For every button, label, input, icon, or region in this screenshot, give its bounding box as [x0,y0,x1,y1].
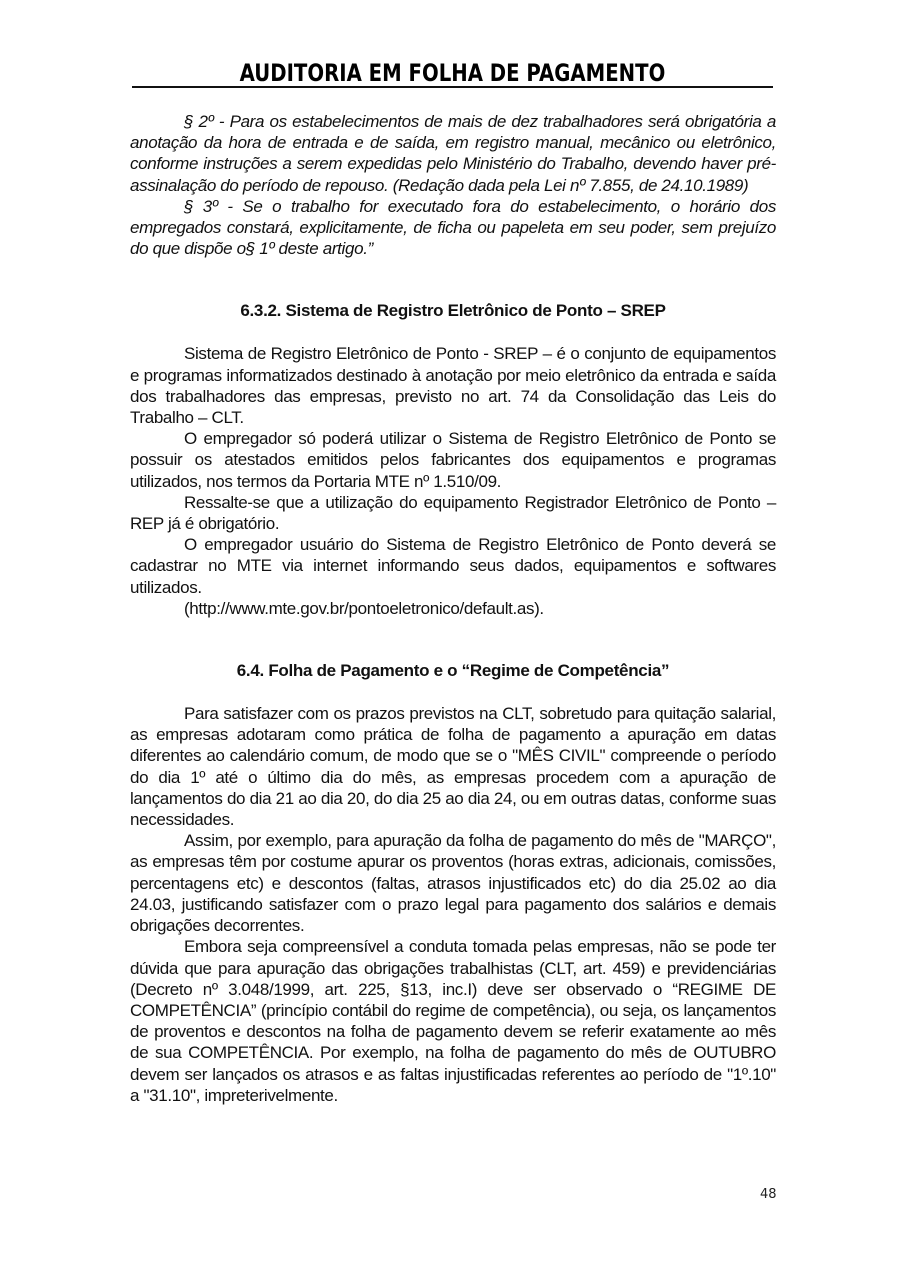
paragraph: O empregador só poderá utilizar o Sistema de Registro Eletrônico de Ponto se possuir os atestados emitidos pelos fabricantes dos equipamentos e programas utilizados, nos termos da Portaria MTE nº 1.510/09. [130,429,776,491]
quote-paragraph-3: § 3º - Se o trabalho for executado fora do estabelecimento, o horário dos empregados constará, explicitamente, de ficha ou papeleta em seu poder, sem prejuízo do que dispõe o§ 1º deste artigo.” [130,196,776,259]
section-regime-competencia [130,660,776,1106]
running-header [132,58,773,90]
paragraph: Embora seja compreensível a conduta tomada pelas empresas, não se pode ter dúvida que para apuração das obrigações trabalhistas (CLT, art. 459) e previdenciárias (Decreto nº 3.048/1999, art. 225, §13, inc.I) deve ser observado o “REGIME DE COMPETÊNCIA” (princípio contábil do regime de competência), ou seja, os lançamentos de proventos e descontos na folha de pagamento devem se referir exatamente ao mês de sua COMPETÊNCIA. Por exemplo, na folha de pagamento do mês de OUTUBRO devem ser lançados os atrasos e as faltas injustificadas referentes ao período de "1º.10" a "31.10", impreterivelmente. [130,937,776,1105]
reference-url: (http://www.mte.gov.br/pontoeletronico/default.as). [184,598,544,618]
quote-paragraph-2: § 2º - Para os estabelecimentos de mais de dez trabalhadores será obrigatória a anotação da hora de entrada e de saída, em registro manual, mecânico ou eletrônico, conforme instruções a serem expedidas pelo Ministério do Trabalho, devendo haver pré-assinalação do período de repouso. (Redação dada pela Lei nº 7.855, de 24.10.1989) [130,112,776,195]
section-heading: 6.3.2. Sistema de Registro Eletrônico de Ponto – SREP [240,301,666,321]
paragraph: Assim, por exemplo, para apuração da folha de pagamento do mês de "MARÇO", as empresas têm por costume apurar os proventos (horas extras, adicionais, comissões, percentagens etc) e descontos (faltas, atrasos injustificados etc) do dia 25.02 ao dia 24.03, justificando satisfazer com o prazo legal para pagamento dos salários e demais obrigações decorrentes. [130,831,776,936]
section-srep [130,300,776,619]
paragraph: O empregador usuário do Sistema de Registro Eletrônico de Ponto deverá se cadastrar no MTE via internet informando seus dados, equipamentos e softwares utilizados. [130,535,776,597]
paragraph: Ressalte-se que a utilização do equipamento Registrador Eletrônico de Ponto – REP já é obrigatório. [130,492,776,534]
paragraph: Para satisfazer com os prazos previstos na CLT, sobretudo para quitação salarial, as empresas adotaram como prática de folha de pagamento a apuração em datas diferentes ao calendário comum, de modo que se o "MÊS CIVIL" compreende o período do dia 1º até o último dia do mês, as empresas procedem com a apuração de lançamentos do dia 21 ao dia 20, do dia 25 ao dia 24, ou em outras datas, conforme suas necessidades. [130,704,776,830]
page-number: 48 [760,1187,777,1202]
header-title: AUDITORIA EM FOLHA DE PAGAMENTO [239,59,666,87]
section-heading: 6.4. Folha de Pagamento e o “Regime de Competência” [236,661,670,681]
paragraph: Sistema de Registro Eletrônico de Ponto - SREP – é o conjunto de equipamentos e programas informatizados destinado à anotação por meio eletrônico da entrada e saída dos trabalhadores das empresas, previsto no art. 74 da Consolidação das Leis do Trabalho – CLT. [130,344,776,428]
page-body [130,111,776,1106]
law-quote [130,111,776,259]
